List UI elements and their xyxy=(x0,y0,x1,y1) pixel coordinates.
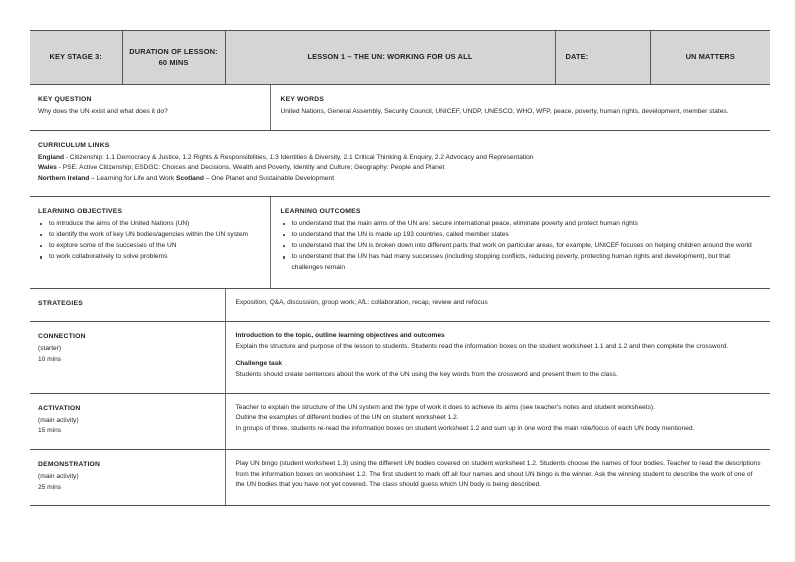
connection-time: 10 mins xyxy=(38,355,62,363)
activation-row xyxy=(30,393,770,449)
key-question-text: Why does the UN exist and what does it do? xyxy=(38,108,168,115)
demonstration-type: (main activity) xyxy=(38,473,79,481)
learning-outcomes-cell xyxy=(270,196,770,288)
key-question-label: KEY QUESTION xyxy=(38,96,92,103)
key-question-row xyxy=(30,85,770,131)
demonstration-text: Play UN bingo (student worksheet 1.3) using the different UN bodies covered on student worksheet 1.2. Students choose the names of four bodies. Teacher to read the descriptions from the information boxes on worksheet 1.2. The first student to mark off all four names and shout UN bingo is the winner. Ask the winning student to describe the work of one of the UN bodies that you have not yet covered. The class should guess which UN body is being described. xyxy=(235,460,761,489)
curriculum-country-england: England xyxy=(38,153,65,161)
activation-type: (main activity) xyxy=(38,416,79,424)
learning-objectives-list xyxy=(38,219,262,263)
key-words-label: KEY WORDS xyxy=(280,96,325,103)
header-lesson-title: LESSON 1 – THE UN: WORKING FOR US ALL xyxy=(225,31,555,85)
curriculum-links-cell xyxy=(30,130,770,196)
learning-objectives-cell xyxy=(30,196,270,288)
curriculum-line-ni-scotland xyxy=(38,174,762,185)
connection-label-cell xyxy=(30,322,225,394)
plan-header-row xyxy=(30,31,770,85)
learning-outcomes-list xyxy=(281,219,763,274)
objectives-outcomes-row xyxy=(30,196,770,288)
curriculum-line-wales xyxy=(38,163,762,174)
header-key-stage: KEY STAGE 3: xyxy=(30,31,122,85)
strategies-text-cell xyxy=(225,289,770,322)
header-date: DATE: xyxy=(555,31,650,85)
demonstration-row xyxy=(30,450,770,506)
key-question-cell xyxy=(30,85,270,131)
demonstration-label-cell xyxy=(30,450,225,506)
list-item: to explore some of the successes of the UN xyxy=(38,241,262,252)
key-words-cell xyxy=(270,85,770,131)
activation-time: 15 mins xyxy=(38,427,62,435)
learning-objectives-label: LEARNING OBJECTIVES xyxy=(38,207,123,215)
learning-outcomes-label: LEARNING OUTCOMES xyxy=(280,207,361,215)
challenge-task-heading: Challenge task xyxy=(235,360,283,368)
strategies-row xyxy=(30,289,770,322)
connection-heading: Introduction to the topic, outline learning objectives and outcomes xyxy=(235,332,445,340)
header-programme: UN MATTERS xyxy=(650,31,770,85)
curriculum-text-wales: - PSE: Active Citizenship; ESDGC: Choices and Decisions, Wealth and Poverty, Identity and Culture; Geography: People and Planet xyxy=(56,164,445,172)
list-item: to understand that the UN has had many successes (including stopping conflicts, reducing poverty, protecting human rights and development), but that challenges remain xyxy=(281,252,763,273)
list-item: to introduce the aims of the United Nations (UN) xyxy=(38,219,262,230)
connection-content-cell xyxy=(225,322,770,394)
activation-label-cell xyxy=(30,393,225,449)
curriculum-line-england xyxy=(38,153,762,164)
demonstration-label: DEMONSTRATION xyxy=(38,461,101,469)
list-item: to identify the work of key UN bodies/agencies within the UN system xyxy=(38,230,262,241)
curriculum-country-ni: Northern Ireland xyxy=(38,175,90,183)
curriculum-text-ni: – Learning for Life and Work xyxy=(89,175,177,183)
strategies-text: Exposition, Q&A, discussion, group work; AfL: collaboration, recap, review and refocus xyxy=(235,299,488,307)
connection-text: Explain the structure and purpose of the lesson to students. Students read the information boxes on the student worksheet 1.1 and 1.2 and then complete the crossword. xyxy=(235,342,729,350)
lesson-plan-table xyxy=(30,30,770,506)
list-item: to understand that the UN is made up 193 countries, called member states xyxy=(281,230,763,241)
list-item: to work collaboratively to solve problems xyxy=(38,252,262,263)
connection-label: CONNECTION xyxy=(38,333,86,341)
demonstration-time: 25 mins xyxy=(38,483,62,491)
activation-line: In groups of three, students re-read the information boxes on student worksheet 1.2 and sum up in one word the main role/focus of each UN body mentioned. xyxy=(235,425,695,433)
activation-label: ACTIVATION xyxy=(38,404,81,412)
curriculum-text-scotland: – One Planet and Sustainable Development xyxy=(203,175,335,183)
list-item: to understand that the main aims of the UN are: secure international peace, eliminate poverty and protect human rights xyxy=(281,219,763,230)
curriculum-country-wales: Wales xyxy=(38,164,57,172)
spacer xyxy=(236,352,763,359)
curriculum-country-scotland: Scotland xyxy=(176,175,204,183)
connection-row xyxy=(30,322,770,394)
strategies-label: STRATEGIES xyxy=(38,300,83,308)
curriculum-links-label: CURRICULUM LINKS xyxy=(38,141,110,149)
demonstration-content-cell xyxy=(225,450,770,506)
activation-line: Teacher to explain the structure of the UN system and the type of work it does to achieve its aims (see teacher's notes and student worksheets). xyxy=(235,403,655,411)
key-words-text: United Nations, General Assembly, Security Council, UNICEF, UNDP, UNESCO, WHO, WFP, peace, poverty, human rights, development, member states. xyxy=(280,108,729,115)
strategies-label-cell xyxy=(30,289,225,322)
activation-line: Outline the examples of different bodies of the UN on student worksheet 1.2. xyxy=(235,414,459,422)
challenge-task-text: Students should create sentences about the work of the UN using the key words from the crossword and present them to the class. xyxy=(235,371,618,379)
curriculum-text-england: - Citizenship: 1.1 Democracy & Justice, 1.2 Rights & Responsibilities, 1.3 Identities & Diversity, 2.1 Critical Thinking & Enquiry, 2.2 Advocacy and Representation xyxy=(64,153,534,161)
curriculum-links-row xyxy=(30,130,770,196)
list-item: to understand that the UN is broken down into different parts that work on particular areas, for example, UNICEF focuses on helping children around the world xyxy=(281,241,763,252)
connection-type: (starter) xyxy=(38,345,62,353)
header-duration: DURATION OF LESSON: 60 MINS xyxy=(122,31,225,85)
activation-content-cell xyxy=(225,393,770,449)
